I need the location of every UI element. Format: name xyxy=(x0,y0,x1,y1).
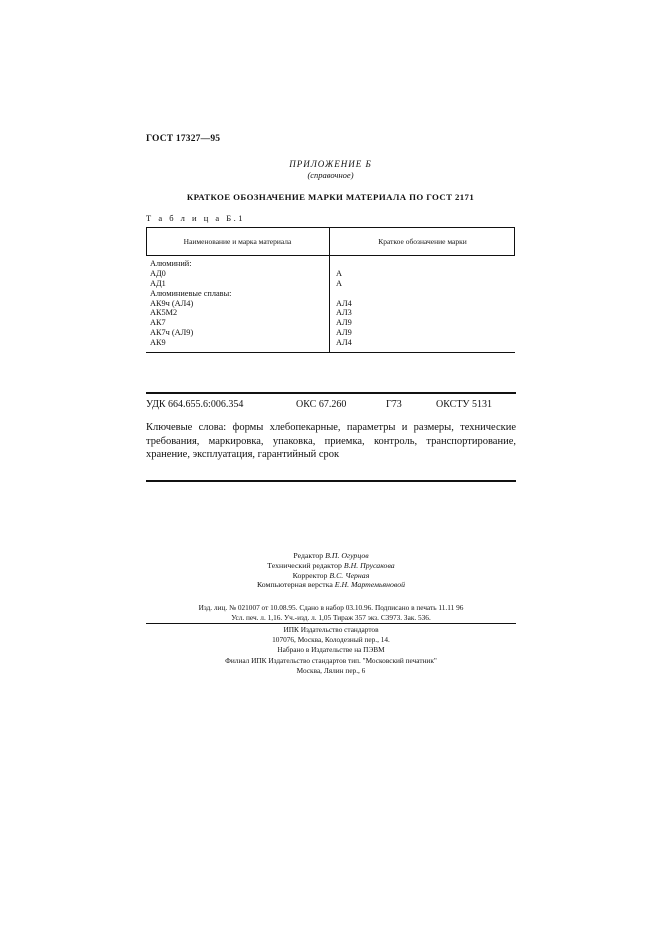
short-code-cell xyxy=(336,289,352,299)
divider-rule-bottom xyxy=(146,480,516,482)
material-table xyxy=(146,227,515,353)
material-name-cell: АК9 xyxy=(150,338,166,348)
short-code-cell: АЛ4 xyxy=(336,298,352,308)
short-code-cell xyxy=(336,259,352,269)
appendix-title: ПРИЛОЖЕНИЕ Б xyxy=(289,159,372,169)
table-caption: Т а б л и ц а Б.1 xyxy=(146,213,246,223)
short-code-cell: АЛ9 xyxy=(336,328,352,338)
short-code-column xyxy=(336,259,352,348)
table-header-divider xyxy=(146,255,515,256)
material-name-cell: АД0 xyxy=(150,268,166,278)
section-heading: КРАТКОЕ ОБОЗНАЧЕНИЕ МАРКИ МАТЕРИАЛА ПО ГОСТ 2171 xyxy=(186,192,475,202)
imprint-line: Изд. лиц. № 021007 от 10.08.95. Сдано в набор 03.10.96. Подписано в печать 11.11 96 xyxy=(198,603,464,612)
short-code-cell: АЛ4 xyxy=(336,338,352,348)
credit-layout: Компьютерная верстка Е.Н. Мартемьяновой xyxy=(256,580,406,590)
imprint-block xyxy=(146,603,516,622)
keywords-paragraph: Ключевые слова: формы хлебопекарные, параметры и размеры, технические требования, маркировка, упаковка, приемка, контроль, транспортирование, хранение, эксплуатация, гарантийный срок xyxy=(146,422,516,460)
publisher-line: 107076, Москва, Колодезный пер., 14. xyxy=(272,635,390,645)
material-name-cell: Алюминиевые сплавы: xyxy=(150,288,232,298)
group-code: Г73 xyxy=(386,399,402,410)
okstu-code: ОКСТУ 5131 xyxy=(436,399,493,410)
credits-block xyxy=(146,551,516,590)
column-header-name: Наименование и марка материала xyxy=(183,237,292,246)
oks-code: ОКС 67.260 xyxy=(296,399,347,410)
standard-number: ГОСТ 17327—95 xyxy=(146,134,221,144)
table-column-divider xyxy=(329,228,330,352)
column-header-code: Краткое обозначение марки xyxy=(378,237,467,246)
publisher-line: Москва, Лялин пер., 6 xyxy=(296,665,366,675)
material-name-cell: АД1 xyxy=(150,278,166,288)
credit-corrector: Корректор В.С. Черная xyxy=(292,570,370,580)
credit-tech-editor: Технический редактор В.Н. Прусакова xyxy=(267,560,395,570)
publisher-line: Филиал ИПК Издательство стандартов тип. "Московский печатник" xyxy=(225,655,437,665)
material-name-cell: АК7 xyxy=(150,318,166,328)
material-name-cell: АК7ч (АЛ9) xyxy=(150,328,194,338)
credit-editor: Редактор В.П. Огурцов xyxy=(293,551,369,560)
material-name-column xyxy=(150,259,231,348)
publisher-block xyxy=(146,625,516,676)
short-code-cell: АЛ9 xyxy=(336,318,352,328)
material-name-cell: АК5М2 xyxy=(150,308,178,318)
short-code-cell: А xyxy=(336,278,342,288)
publisher-line: ИПК Издательство стандартов xyxy=(283,625,379,634)
imprint-line: Усл. печ. л. 1,16. Уч.-изд. л. 1,05 Тираж 357 экз. С3973. Зак. 536. xyxy=(231,612,431,622)
udc-code: УДК 664.655.6:006.354 xyxy=(146,399,244,410)
material-name-cell: АК9ч (АЛ4) xyxy=(150,298,194,308)
short-code-cell: А xyxy=(336,268,342,278)
short-code-cell: АЛ3 xyxy=(336,308,352,318)
imprint-rule xyxy=(146,623,516,624)
publisher-line: Набрано в Издательстве на ПЭВМ xyxy=(277,645,385,655)
material-name-cell: Алюминий: xyxy=(150,259,192,268)
appendix-subtitle: (справочное) xyxy=(307,170,354,180)
divider-rule-top xyxy=(146,392,516,394)
